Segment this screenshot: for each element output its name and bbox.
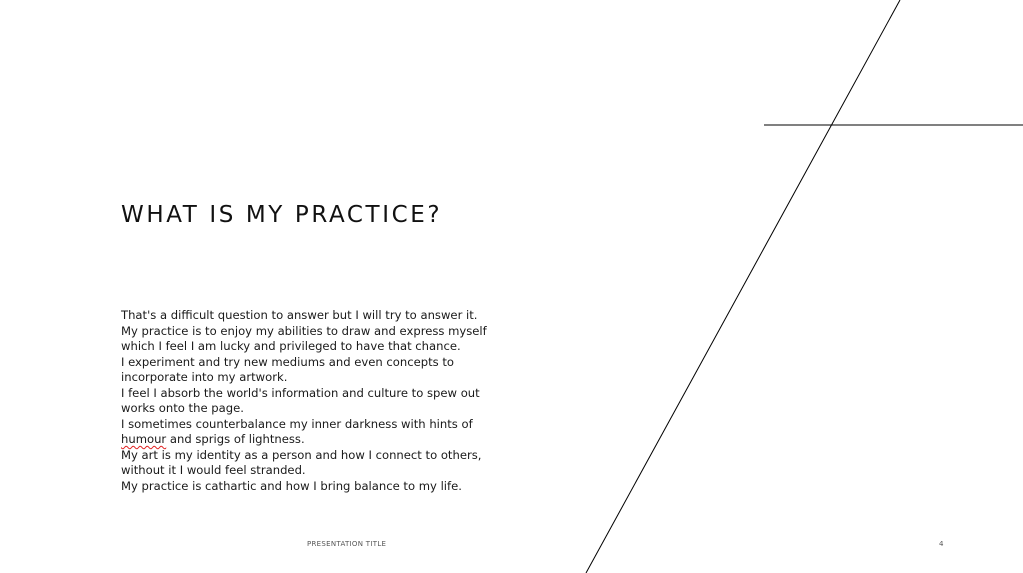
footer-presentation-title: PRESENTATION TITLE [307,540,387,548]
body-line: I feel I absorb the world's information and culture to spew out [121,385,480,400]
body-line: My art is my identity as a person and how I connect to others, [121,447,482,462]
body-line-remainder: and sprigs of lightness. [166,432,305,446]
body-line: I sometimes counterbalance my inner darkness with hints of [121,416,473,431]
slide-page-number: 4 [939,540,944,548]
body-line: which I feel I am lucky and privileged to have that chance. [121,339,461,353]
body-line: That's a difficult question to answer but I will try to answer it. [121,308,478,322]
body-line: without it I would feel stranded. [121,463,306,477]
body-line: My practice is cathartic and how I bring balance to my life. [121,478,462,493]
body-text-box[interactable] [121,308,551,494]
spellcheck-flagged-word[interactable]: humour [121,432,167,446]
slide-title[interactable]: WHAT IS MY PRACTICE? [121,202,443,228]
body-line-with-misspelling [121,432,551,448]
diagonal-accent-line [586,0,900,573]
body-line: works onto the page. [121,401,244,415]
body-line: My practice is to enjoy my abilities to draw and express myself [121,323,487,338]
body-line: incorporate into my artwork. [121,370,288,384]
body-line: I experiment and try new mediums and even concepts to [121,354,455,369]
